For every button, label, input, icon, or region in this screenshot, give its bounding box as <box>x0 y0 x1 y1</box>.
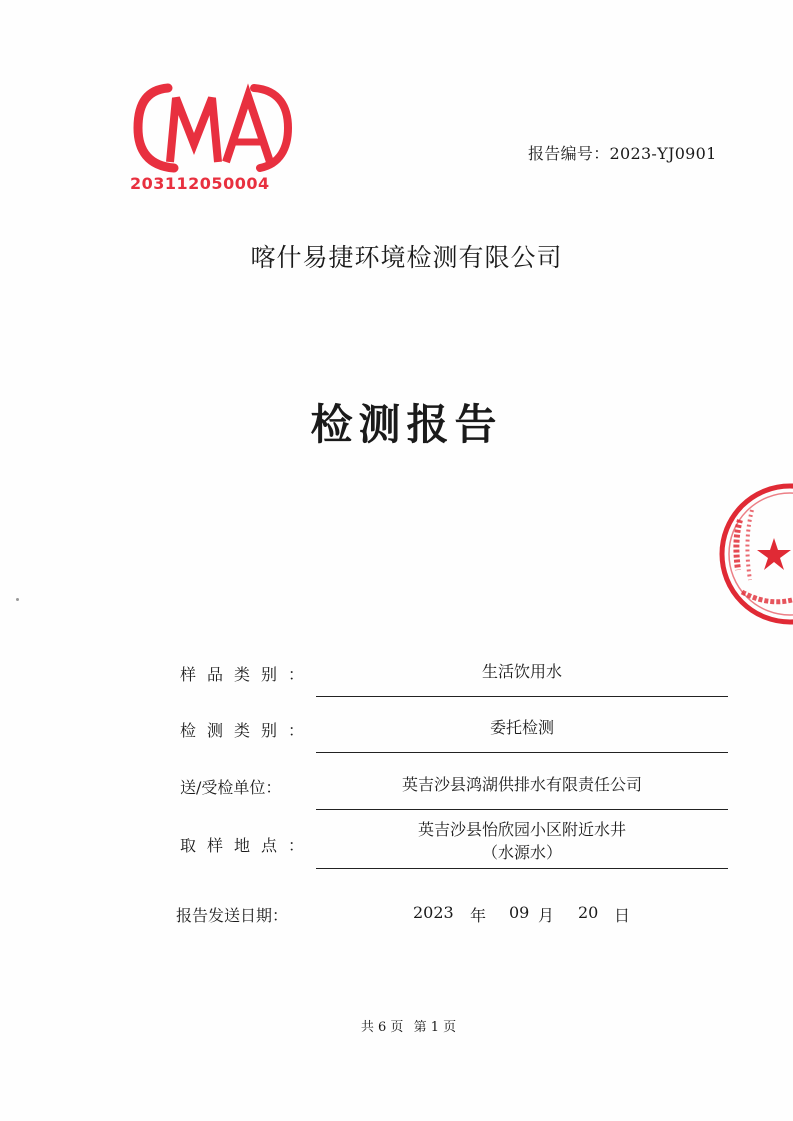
cma-stamp <box>130 78 295 203</box>
test-type-value: 委托检测 <box>489 718 554 737</box>
sampling-location-value-line2: （水源水） <box>481 843 562 862</box>
cma-logo-icon <box>130 78 295 178</box>
test-type-label: 检测类别： <box>180 721 316 740</box>
official-seal-icon <box>712 480 793 630</box>
client-unit-underline <box>316 809 728 810</box>
issue-date-month-unit: 月 <box>538 906 555 925</box>
sampling-location-underline <box>316 868 728 869</box>
report-number: 报告编号：2023-YJ0901 <box>528 144 717 163</box>
issue-date-month: 09 <box>509 903 530 922</box>
company-name: 喀什易捷环境检测有限公司 <box>250 243 563 272</box>
sampling-location-label: 取样地点： <box>180 836 316 855</box>
scan-speck <box>16 598 19 601</box>
client-unit-label: 送/受检单位： <box>180 778 282 797</box>
issue-date-label: 报告发送日期： <box>176 906 289 925</box>
current-page: 第 1 页 <box>413 1020 457 1035</box>
issue-date-year: 2023 <box>413 903 454 922</box>
client-unit-value: 英吉沙县鸿湖供排水有限责任公司 <box>401 775 642 794</box>
total-pages: 共 6 页 <box>360 1020 404 1035</box>
issue-date-year-unit: 年 <box>470 906 487 925</box>
test-type-underline <box>316 752 728 753</box>
sample-type-value: 生活饮用水 <box>481 662 562 681</box>
document-title: 检测报告 <box>310 400 503 449</box>
page-footer <box>0 1016 793 1035</box>
cma-code: 203112050004 <box>130 174 270 193</box>
issue-date-day: 20 <box>578 903 599 922</box>
issue-date-day-unit: 日 <box>614 906 631 925</box>
sample-type-underline <box>316 696 728 697</box>
sample-type-label: 样品类别： <box>180 665 316 684</box>
sampling-location-value-line1: 英吉沙县怡欣园小区附近水井 <box>417 820 626 839</box>
